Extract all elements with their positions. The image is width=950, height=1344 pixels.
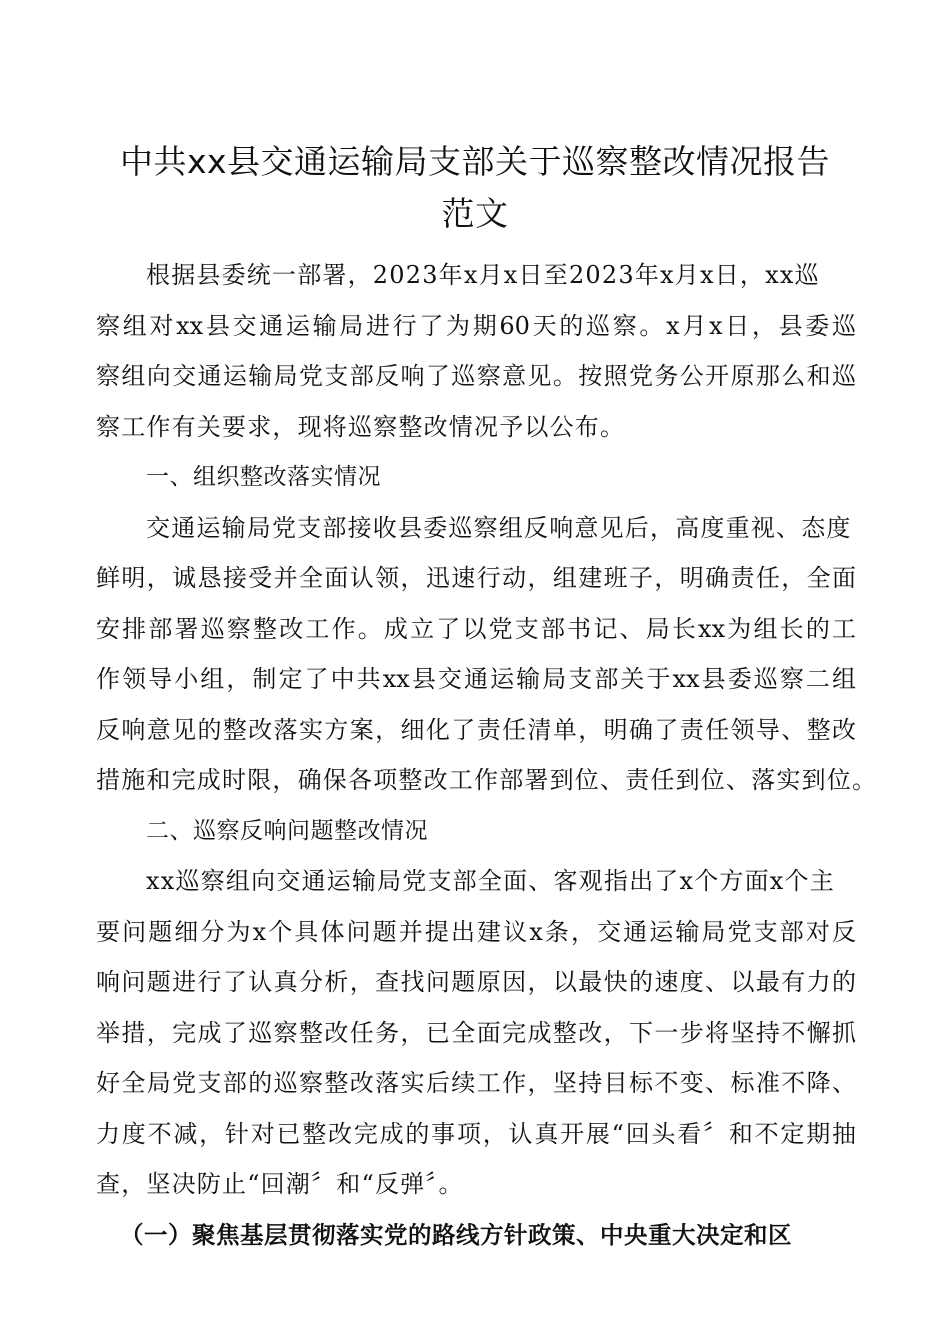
- paragraph-line: 作领导小组，制定了中共xx县交通运输局支部关于xx县委巡察二组: [96, 665, 856, 693]
- paragraph-line: 根据县委统一部署，2023年x月x日至2023年x月x日，xx巡: [146, 261, 820, 289]
- paragraph-line: 察组向交通运输局党支部反响了巡察意见。按照党务公开原那么和巡: [96, 362, 856, 390]
- document-title: [90, 136, 860, 240]
- paragraph-line: xx巡察组向交通运输局党支部全面、客观指出了x个方面x个主: [146, 867, 835, 895]
- title-line-1: 中共xx县交通运输局支部关于巡察整改情况报告: [119, 142, 831, 181]
- subsection-heading: （一）聚焦基层贯彻落实党的路线方针政策、中央重大决定和区: [120, 1220, 792, 1249]
- paragraph-line: 查，坚决防止“回潮〞和“反弹〞。: [96, 1170, 464, 1198]
- section-heading: 一、组织整改落实情况: [146, 464, 381, 490]
- paragraph-line: 要问题细分为x个具体问题并提出建议x条，交通运输局党支部对反: [96, 917, 856, 946]
- paragraph-line: 察组对xx县交通运输局进行了为期60天的巡察。x月x日，县委巡: [96, 311, 856, 340]
- section-heading: 二、巡察反响问题整改情况: [146, 817, 428, 844]
- paragraph-line: 鲜明，诚恳接受并全面认领，迅速行动，组建班子，明确责任，全面: [96, 564, 856, 592]
- document-body: [96, 250, 878, 1260]
- paragraph-line: 措施和完成时限，确保各项整改工作部署到位、责任到位、落实到位。: [96, 766, 878, 794]
- paragraph-line: 响问题进行了认真分析，查找问题原因，以最快的速度、以最有力的: [96, 968, 856, 996]
- title-line-2: 范文: [441, 194, 509, 233]
- paragraph-line: 反响意见的整改落实方案，细化了责任清单，明确了责任领导、整改: [96, 715, 856, 744]
- paragraph-line: 交通运输局党支部接收县委巡察组反响意见后，高度重视、态度: [146, 513, 852, 542]
- paragraph-line: 举措，完成了巡察整改任务，已全面完成整改，下一步将坚持不懈抓: [96, 1018, 856, 1047]
- paragraph-line: 好全局党支部的巡察整改落实后续工作，坚持目标不变、标准不降、: [96, 1069, 856, 1097]
- paragraph-line: 安排部署巡察整改工作。成立了以党支部书记、局长xx为组长的工: [96, 614, 856, 643]
- paragraph-line: 力度不减，针对已整改完成的事项，认真开展“回头看〞和不定期抽: [96, 1119, 856, 1148]
- paragraph-line: 察工作有关要求，现将巡察整改情况予以公布。: [96, 412, 626, 441]
